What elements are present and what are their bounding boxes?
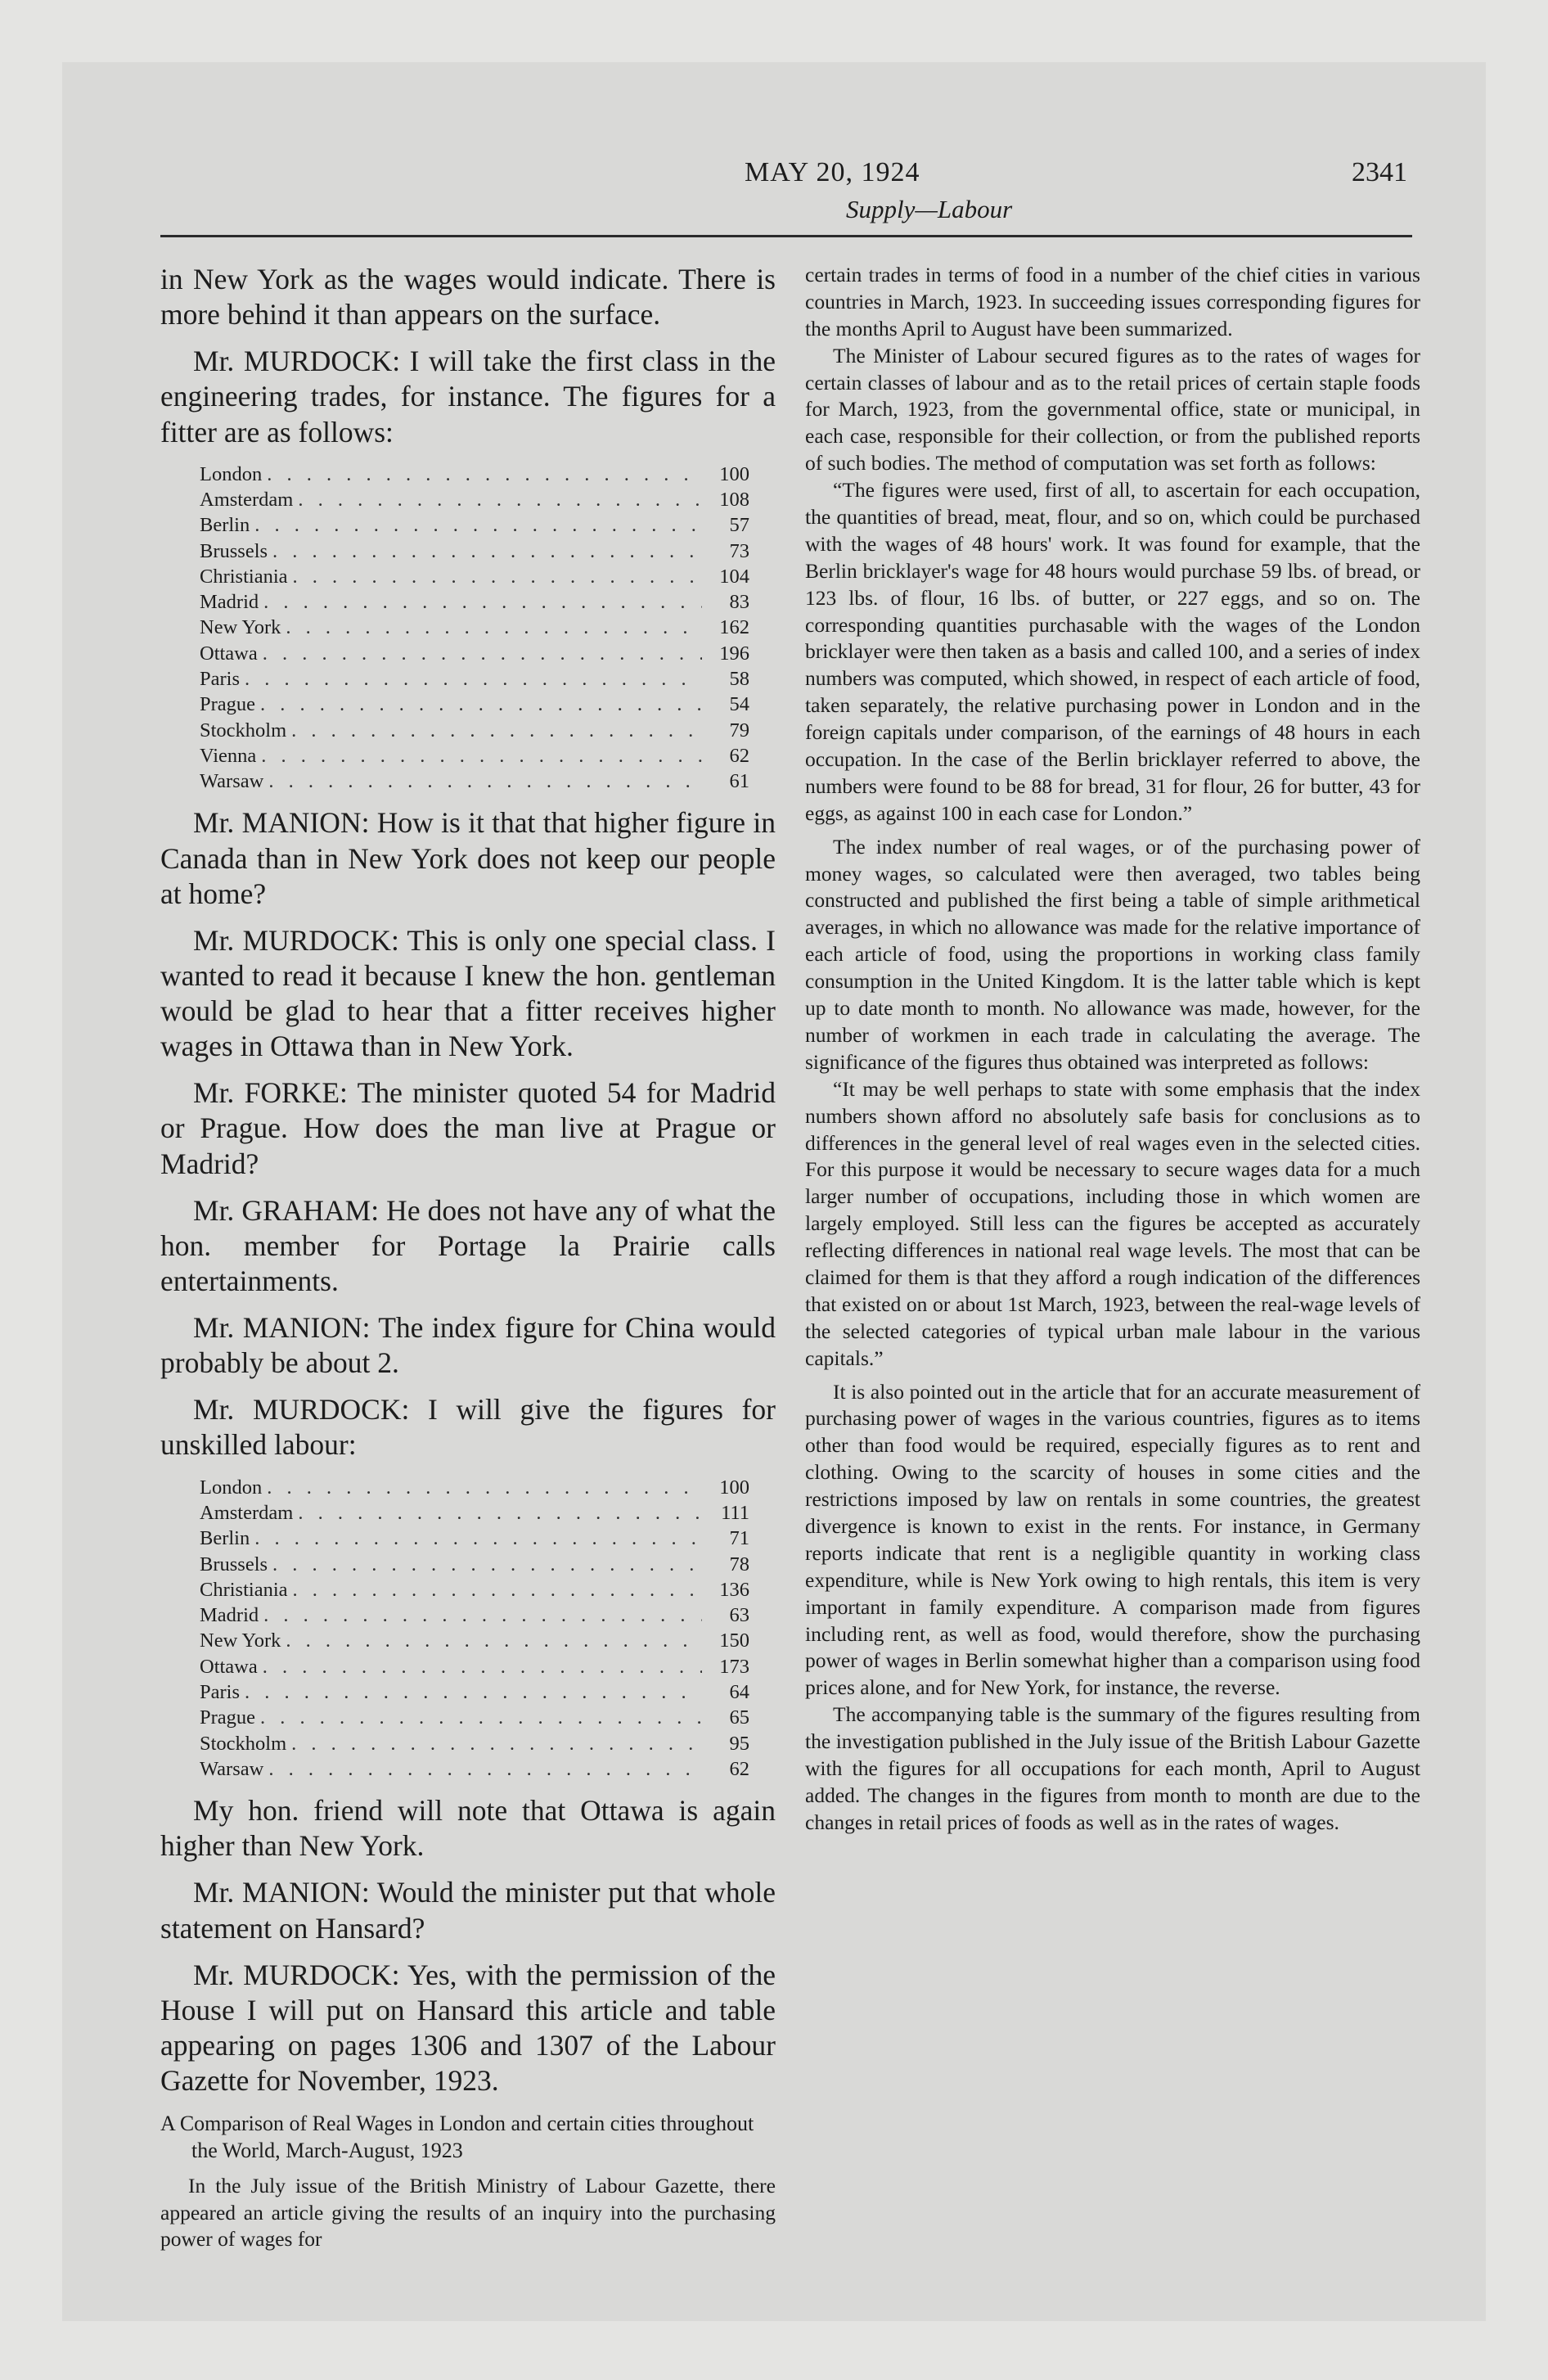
table-row <box>200 589 749 615</box>
article-caption: A Comparison of Real Wages in London and certain cities throughout the World, March-August, 1923 <box>160 2112 754 2163</box>
index-value: 79 <box>729 719 749 741</box>
paragraph: Mr. GRAHAM: He does not have any of what the hon. member for Portage la Prairie calls entertainments. <box>160 1193 776 1297</box>
city-name: New York <box>200 1629 281 1652</box>
leader-dots <box>263 1602 702 1628</box>
leader-dots <box>267 1475 702 1500</box>
table-row <box>200 1756 749 1782</box>
leader-dots <box>245 1679 702 1705</box>
leader-dots <box>263 1654 702 1679</box>
city-name: Paris <box>200 1680 240 1703</box>
city-name: Madrid <box>200 591 259 614</box>
index-value: 61 <box>729 770 749 793</box>
paragraph: Mr. MURDOCK: I will take the first class in the engineering trades, for instance. The figures for a fitter are as follows: <box>160 345 776 449</box>
leader-dots <box>286 1628 702 1653</box>
index-value: 173 <box>719 1655 749 1678</box>
page-header <box>98 97 1407 228</box>
paragraph: My hon. friend will note that Ottawa is again higher than New York. <box>160 1794 776 1863</box>
city-name: Paris <box>200 668 240 690</box>
paragraph: Mr. FORKE: The minister quoted 54 for Madrid or Prague. How does the man live at Prague or Madrid? <box>160 1076 776 1180</box>
paragraph: Mr. MURDOCK: This is only one special class. I wanted to read it because I knew the hon. gentleman would be glad to hear that a fitter receives higher wages in Ottawa than in New York. <box>160 923 776 1063</box>
city-name: Warsaw <box>200 770 264 793</box>
index-value: 196 <box>719 642 749 665</box>
index-value: 58 <box>729 668 749 690</box>
index-value: 100 <box>719 1476 749 1499</box>
table-row <box>200 1602 749 1628</box>
city-name: Warsaw <box>200 1757 264 1780</box>
paragraph: in New York as the wages would indicate. There is more behind it than appears on the surface. <box>160 263 776 331</box>
leader-dots <box>298 487 702 512</box>
leader-dots <box>268 1756 702 1782</box>
table-row <box>200 1552 749 1577</box>
leader-dots <box>245 666 702 692</box>
city-name: Christiania <box>200 1578 288 1601</box>
city-name: London <box>200 462 263 485</box>
leader-dots <box>267 462 702 487</box>
table-row <box>200 1500 749 1526</box>
city-name: Brussels <box>200 1553 268 1575</box>
index-value: 108 <box>719 488 749 511</box>
right-column <box>805 262 1420 1837</box>
leader-dots <box>263 589 702 615</box>
index-value: 63 <box>729 1604 749 1627</box>
index-value: 65 <box>729 1706 749 1729</box>
table-row <box>200 615 749 640</box>
paragraph: It is also pointed out in the article that for an accurate measurement of purchasing power of wages in the various countries, figures as to items other than food would be required, especially figures as to rent and clothing. Owing to the scarcity of houses in some cities and the restrictions imposed by law on rentals in some countries, the greatest divergence is known to exist in the rents. For instance, in Germany reports indicate that rent is a negligible quantity in working class expenditure, while is New York owing to high rentals, this item is very important in family expenditure. A comparison made from figures including rent, as well as food, would therefore, show the purchasing power of wages in Berlin somewhat higher than a comparison using food prices alone, and for New York, for instance, the reverse. <box>805 1379 1420 1700</box>
header-section: Supply—Labour <box>846 195 1013 223</box>
table-row <box>200 641 749 666</box>
paragraph: certain trades in terms of food in a number of the chief cities in various countries in March, 1923. In succeeding issues corresponding figures for the months April to August have been summarized. <box>805 263 1420 340</box>
index-value: 111 <box>721 1501 749 1524</box>
city-name: Amsterdam <box>200 488 294 511</box>
index-value: 100 <box>719 462 749 485</box>
paragraph: Mr. MANION: The index figure for China would probably be about 2. <box>160 1311 776 1380</box>
table-row <box>200 1628 749 1653</box>
index-value: 95 <box>729 1732 749 1755</box>
table-row <box>200 462 749 487</box>
city-name: Stockholm <box>200 719 287 741</box>
quote-paragraph: “It may be well perhaps to state with some emphasis that the index numbers shown afford no absolutely safe basis for conclusions as to differences in the general level of real wages even in the selected cities. For this purpose it would be necessary to secure wages data for a much larger number of occupations, including those in which women are largely employed. Still less can the figures be accepted as accurately reflecting differences in national real wage levels. The most that can be claimed for them is that they afford a rough indication of the differences that existed on or about 1st March, 1923, between the real-wage levels of the selected categories of typical urban male labour in the various capitals.” <box>805 1076 1420 1370</box>
paragraph: In the July issue of the British Ministry of Labour Gazette, there appeared an article giving the results of an inquiry into the purchasing power of wages for <box>160 2173 776 2252</box>
index-value: 64 <box>729 1680 749 1703</box>
header-date: MAY 20, 1924 <box>745 157 920 187</box>
table-row <box>200 718 749 743</box>
index-value: 78 <box>729 1553 749 1575</box>
leader-dots <box>261 743 702 769</box>
index-value: 150 <box>719 1629 749 1652</box>
header-page-number: 2341 <box>1352 157 1407 187</box>
table-row <box>200 1679 749 1705</box>
leader-dots <box>254 512 702 538</box>
header-rule <box>160 235 1412 237</box>
city-name: Prague <box>200 1706 256 1729</box>
leader-dots <box>272 1552 702 1577</box>
leader-dots <box>254 1526 702 1551</box>
city-name: Ottawa <box>200 642 258 665</box>
unskilled-wage-table <box>200 1475 749 1783</box>
fitter-wage-table <box>200 462 749 795</box>
paragraph: The index number of real wages, or of the purchasing power of money wages, so calculated were then averaged, two tables being constructed and published the first being a table of simple arithmetical averages, in which no allowance was made for the relative importance of each article of food, using the proportions in working class family consumption in the United Kingdom. It is the latter table which is kept up to date month to month. No allowance was made, however, for the number of workmen in each trade in calculating the average. The significance of the figures thus obtained was interpreted as follows: <box>805 834 1420 1074</box>
leader-dots <box>268 769 702 794</box>
table-row <box>200 1705 749 1730</box>
index-value: 104 <box>719 565 749 588</box>
paragraph: The accompanying table is the summary of the figures resulting from the investigation published in the July issue of the British Labour Gazette with the figures for all occupations for each month, April to August added. The changes in the figures from month to month are due to the changes in retail prices of foods as well as in the rates of wages. <box>805 1702 1420 1834</box>
leader-dots <box>272 539 702 564</box>
table-row <box>200 743 749 769</box>
table-row <box>200 692 749 717</box>
leader-dots <box>286 615 702 640</box>
city-name: Berlin <box>200 514 250 537</box>
city-name: Madrid <box>200 1604 259 1627</box>
index-value: 54 <box>729 693 749 716</box>
index-value: 136 <box>719 1578 749 1601</box>
leader-dots <box>291 1731 702 1756</box>
table-row <box>200 1526 749 1551</box>
city-name: Ottawa <box>200 1655 258 1678</box>
table-row <box>200 1475 749 1500</box>
table-row <box>200 512 749 538</box>
index-value: 57 <box>729 514 749 537</box>
city-name: Christiania <box>200 565 288 588</box>
city-name: Stockholm <box>200 1732 287 1755</box>
leader-dots <box>260 692 702 717</box>
leader-dots <box>293 564 702 589</box>
leader-dots <box>298 1500 702 1526</box>
leader-dots <box>291 718 702 743</box>
city-name: Brussels <box>200 539 268 562</box>
table-row <box>200 1731 749 1756</box>
table-row <box>200 564 749 589</box>
paragraph: Mr. MURDOCK: Yes, with the permission of the House I will put on Hansard this article and table appearing on pages 1306 and 1307 of the Labour Gazette for November, 1923. <box>160 1958 776 2098</box>
leader-dots <box>293 1577 702 1602</box>
city-name: Berlin <box>200 1527 250 1550</box>
index-value: 73 <box>729 539 749 562</box>
city-name: New York <box>200 616 281 639</box>
city-name: Vienna <box>200 744 257 767</box>
table-row <box>200 487 749 512</box>
paragraph: Mr. MANION: Would the minister put that whole statement on Hansard? <box>160 1876 776 1945</box>
paragraph: Mr. MANION: How is it that that higher figure in Canada than in New York does not keep our people at home? <box>160 806 776 910</box>
paragraph: The Minister of Labour secured figures as to the rates of wages for certain classes of labour and as to the retail prices of certain staple foods for March, 1923, from the governmental office, state or municipal, in each case, responsible for their collection, or from the published reports of such bodies. The method of computation was set forth as follows: <box>805 343 1420 476</box>
city-name: Prague <box>200 693 256 716</box>
table-row <box>200 769 749 794</box>
quote-paragraph: “The figures were used, first of all, to ascertain for each occupation, the quantities of bread, meat, flour, and so on, which could be purchased with the wages of 48 hours' work. It was found for example, that the Berlin bricklayer's wage for 48 hours would purchase 59 lbs. of bread, or 123 lbs. of flour, 16 lbs. of butter, or 227 eggs, and so on. The corresponding quantities purchasable with the wages of the London bricklayer were then taken as a basis and called 100, and a series of index numbers was computed, which showed, in respect of each article of food, taken separately, the relative purchasing power in London and in the foreign capitals under comparison, of the earnings of 48 hours in each occupation. In the case of the Berlin bricklayer referred to above, the numbers were found to be 88 for bread, 31 for flour, 26 for butter, 43 for eggs, as against 100 in each case for London.” <box>805 478 1420 825</box>
city-name: London <box>200 1476 263 1499</box>
table-row <box>200 1577 749 1602</box>
index-value: 83 <box>729 591 749 614</box>
leader-dots <box>263 641 702 666</box>
city-name: Amsterdam <box>200 1501 294 1524</box>
table-row <box>200 1654 749 1679</box>
table-row <box>200 666 749 692</box>
table-row <box>200 539 749 564</box>
index-value: 162 <box>719 616 749 639</box>
leader-dots <box>260 1705 702 1730</box>
paragraph: Mr. MURDOCK: I will give the figures for unskilled labour: <box>160 1393 776 1462</box>
index-value: 62 <box>729 744 749 767</box>
left-column <box>160 262 776 2253</box>
index-value: 62 <box>729 1757 749 1780</box>
index-value: 71 <box>729 1527 749 1550</box>
